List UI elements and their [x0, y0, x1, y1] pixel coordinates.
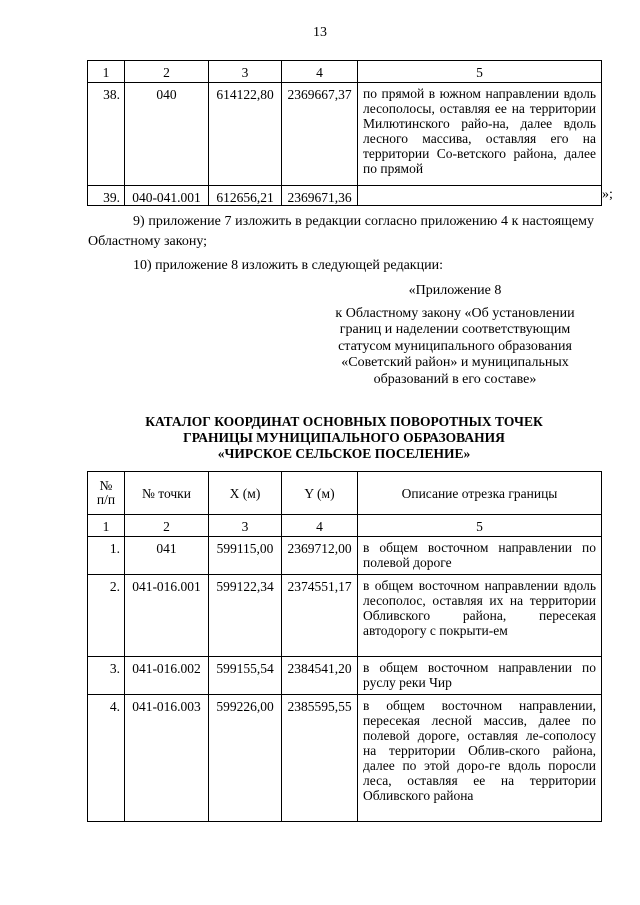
y-coordinate: 2385595,55: [282, 695, 358, 822]
column-header-number: № п/п: [88, 472, 125, 515]
column-header-description: Описание отрезка границы: [358, 472, 602, 515]
column-header-y: Y (м): [282, 472, 358, 515]
table-row: [88, 657, 602, 695]
catalog-title-line: КАТАЛОГ КООРДИНАТ ОСНОВНЫХ ПОВОРОТНЫХ ТОЧЕК: [145, 414, 543, 429]
column-header-x: X (м): [209, 472, 282, 515]
catalog-index-row: [88, 515, 602, 537]
y-coordinate: 2369671,36: [282, 186, 358, 206]
segment-description: [358, 186, 602, 206]
appendix-line: границ и наделении соответствующим: [339, 322, 571, 337]
point-id: 041-016.001: [125, 575, 209, 657]
segment-description: по прямой в южном направлении вдоль лесополосы, оставляя ее на территории Милютинского райо-на, далее вдоль лесного массива, оставляя его на территории Со-ветского района, далее по прямой: [358, 83, 602, 186]
catalog-table: [87, 471, 602, 822]
catalog-header-row: [88, 472, 602, 515]
catalog-title-line: ГРАНИЦЫ МУНИЦИПАЛЬНОГО ОБРАЗОВАНИЯ: [183, 430, 505, 445]
top-index-cell: 1: [88, 61, 125, 83]
closing-quote: »;: [602, 187, 613, 202]
y-coordinate: 2374551,17: [282, 575, 358, 657]
point-id: 040-041.001: [125, 186, 209, 206]
table-row: [88, 695, 602, 822]
appendix-block: [310, 283, 600, 388]
appendix-line: «Советский район» и муниципальных: [341, 355, 569, 370]
appendix-line: к Областному закону «Об установлении: [335, 305, 575, 321]
row-number: 38.: [88, 83, 125, 186]
top-index-cell: 3: [209, 61, 282, 83]
row-number: 1.: [88, 537, 125, 575]
index-cell: 5: [358, 515, 602, 537]
x-coordinate: 599115,00: [209, 537, 282, 575]
catalog-title: [87, 414, 601, 462]
row-number: 39.: [88, 186, 125, 206]
segment-description: в общем восточном направлении по руслу реки Чир: [358, 657, 602, 695]
index-cell: 3: [209, 515, 282, 537]
point-id: 041-016.003: [125, 695, 209, 822]
top-index-cell: 2: [125, 61, 209, 83]
point-id: 040: [125, 83, 209, 186]
x-coordinate: 599226,00: [209, 695, 282, 822]
appendix-title: «Приложение 8: [408, 283, 502, 298]
table-row: [88, 537, 602, 575]
x-coordinate: 614122,80: [209, 83, 282, 186]
top-index-cell: 4: [282, 61, 358, 83]
page-number: 13: [313, 25, 327, 40]
row-number: 2.: [88, 575, 125, 657]
table-row: [88, 575, 602, 657]
catalog-title-line: «ЧИРСКОЕ СЕЛЬСКОЕ ПОСЕЛЕНИЕ»: [217, 446, 471, 461]
point-id: 041-016.002: [125, 657, 209, 695]
appendix-line: образований в его составе»: [373, 371, 537, 387]
index-cell: 1: [88, 515, 125, 537]
row-number: 3.: [88, 657, 125, 695]
y-coordinate: 2369712,00: [282, 537, 358, 575]
y-coordinate: 2384541,20: [282, 657, 358, 695]
x-coordinate: 612656,21: [209, 186, 282, 206]
x-coordinate: 599155,54: [209, 657, 282, 695]
point-id: 041: [125, 537, 209, 575]
segment-description: в общем восточном направлении, пересекая лесной массив, далее по полевой дороге, оставляя ле-сополосу на территории Облив-ского района, далее по этой доро-ге вдоль поросли леса, оставляя ее на территории Обливского района: [358, 695, 602, 822]
segment-description: в общем восточном направлении вдоль лесополос, оставляя их на территории Обливского района, пересекая автодорогу с покрыти-ем: [358, 575, 602, 657]
index-cell: 2: [125, 515, 209, 537]
top-index-cell: 5: [358, 61, 602, 83]
paragraph-10: 10) приложение 8 изложить в следующей редакции:: [133, 258, 443, 273]
table-row: [88, 186, 602, 206]
appendix-line: статусом муниципального образования: [338, 338, 572, 354]
table-row: [88, 83, 602, 186]
index-cell: 4: [282, 515, 358, 537]
top-table: [87, 60, 602, 206]
top-table-index-row: [88, 61, 602, 83]
column-header-point: № точки: [125, 472, 209, 515]
y-coordinate: 2369667,37: [282, 83, 358, 186]
x-coordinate: 599122,34: [209, 575, 282, 657]
segment-description: в общем восточном направлении по полевой дороге: [358, 537, 602, 575]
row-number: 4.: [88, 695, 125, 822]
paragraph-9: 9) приложение 7 изложить в редакции согласно приложению 4 к настоящему Областному закону;: [88, 214, 594, 249]
